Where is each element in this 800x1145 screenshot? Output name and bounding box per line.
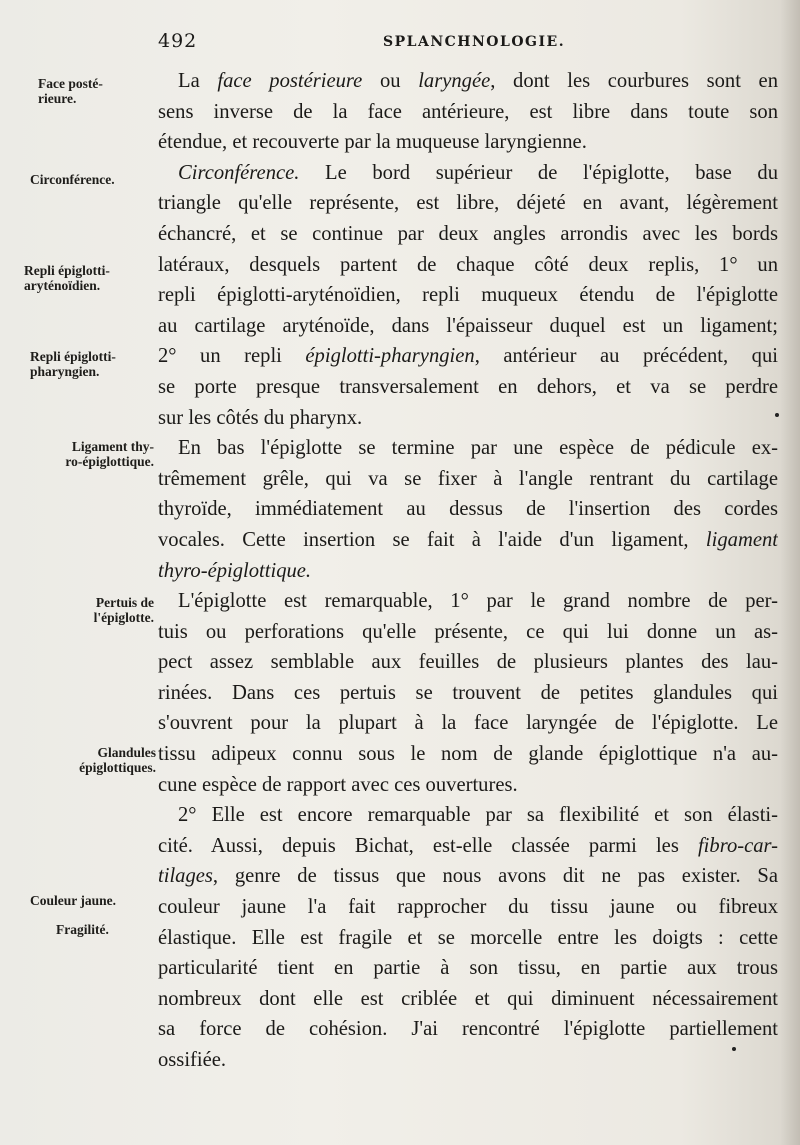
italic-segment: fibro-car-	[697, 834, 778, 857]
text-segment: tuis ou perforations qu'elle présente, ce qui lui donne un as-	[158, 620, 778, 643]
text-segment: s'ouvrent pour la plupart à la face laryngée de l'épiglotte. Le	[158, 712, 778, 735]
text-segment: pect assez semblable aux feuilles de plusieurs plantes des lau-	[158, 651, 778, 674]
margin-note-text: Ligament thy- ro-épiglottique.	[65, 439, 154, 469]
margin-note-pertuis	[24, 595, 154, 625]
paragraph	[158, 66, 778, 158]
text-line	[158, 97, 778, 128]
text-line	[158, 831, 778, 862]
text-segment: étendue, et recouverte par la muqueuse laryngienne.	[158, 131, 587, 154]
text-line	[158, 66, 778, 97]
text-segment: échancré, et se continue par deux angles arrondis avec les bords	[158, 222, 778, 245]
text-line	[158, 953, 778, 984]
text-segment: au cartilage aryténoïde, dans l'épaisseur duquel est un ligament;	[158, 314, 778, 337]
text-line	[158, 494, 778, 525]
text-segment: sur les côtés du pharynx.	[158, 406, 363, 429]
margin-note-text: Repli épiglotti- aryténoïdien.	[24, 263, 110, 293]
margin-note-glandules	[18, 745, 156, 775]
text-line	[158, 219, 778, 250]
italic-segment: ligament	[705, 528, 778, 551]
ink-speck	[775, 413, 779, 417]
italic-segment: épiglotti-pharyngien	[305, 345, 475, 368]
margin-note-text: Repli épiglotti- pharyngien.	[30, 349, 116, 379]
paragraph	[158, 433, 778, 586]
text-segment: triangle qu'elle représente, est libre, déjeté en avant, légèrement	[158, 192, 778, 215]
italic-segment: Circonférence.	[178, 161, 300, 184]
text-segment: repli épiglotti-aryténoïdien, repli muqueux étendu de l'épiglotte	[158, 284, 778, 307]
text-line	[158, 127, 778, 158]
text-line	[158, 403, 778, 434]
text-line	[158, 1045, 778, 1076]
margin-note-repli-pharyngien	[30, 349, 158, 379]
text-line	[158, 708, 778, 739]
text-segment: , dont les courbures sont en	[490, 70, 778, 92]
paragraph	[158, 158, 778, 433]
text-line	[158, 158, 778, 189]
text-line	[158, 586, 778, 617]
text-line	[158, 556, 778, 587]
paragraph	[158, 586, 778, 800]
margin-note-face-posterieure	[26, 76, 154, 106]
text-line	[158, 280, 778, 311]
text-line	[158, 800, 778, 831]
text-segment: cune espèce de rapport avec ces ouvertures.	[158, 773, 518, 796]
text-line	[158, 647, 778, 678]
text-segment: rinées. Dans ces pertuis se trouvent de petites glandules qui	[158, 681, 778, 704]
text-segment: ou	[362, 70, 419, 92]
text-segment: L'épiglotte est remarquable, 1° par le grand nombre de per-	[178, 590, 778, 613]
margin-note-couleur	[30, 893, 158, 908]
text-segment: Le bord supérieur de l'épiglotte, base du	[299, 161, 778, 184]
ink-speck	[732, 1047, 736, 1051]
text-line	[158, 678, 778, 709]
text-line	[158, 861, 778, 892]
text-segment: ossifiée.	[158, 1049, 227, 1071]
page-number: 492	[158, 30, 198, 52]
margin-note-ligament	[18, 439, 154, 469]
text-line	[158, 311, 778, 342]
margin-note-repli-aryteno	[24, 263, 152, 293]
text-segment: 2° Elle est encore remarquable par sa flexibilité et son élasti-	[178, 804, 778, 827]
italic-segment: thyro-épiglottique.	[158, 559, 312, 582]
text-line	[158, 770, 778, 801]
text-segment: thyroïde, immédiatement au dessus de l'insertion des cordes	[158, 498, 778, 521]
margin-note-text: Face posté- rieure.	[38, 76, 103, 106]
italic-segment: laryngée	[418, 70, 491, 92]
text-line	[158, 892, 778, 923]
margin-note-text: Pertuis de l'épiglotte.	[93, 595, 154, 625]
text-line	[158, 372, 778, 403]
margin-note-text: Couleur jaune.	[30, 893, 117, 908]
text-segment: , genre de tissus que nous avons dit ne pas exister. Sa	[212, 865, 778, 888]
italic-segment: face postérieure	[217, 70, 363, 92]
italic-segment: tilages	[158, 865, 213, 888]
text-segment: La	[178, 70, 218, 92]
margin-note-text: Glandules épiglottiques.	[79, 745, 156, 775]
text-segment: particularité tient en partie à son tissu, en partie aux trous	[158, 957, 778, 980]
text-line	[158, 1014, 778, 1045]
text-segment: sens inverse de la face antérieure, est libre dans toute son	[158, 100, 778, 123]
text-segment: cité. Aussi, depuis Bichat, est-elle classée parmi les	[158, 834, 698, 857]
text-segment: nombreux dont elle est criblée et qui diminuent nécessairement	[158, 987, 778, 1010]
margin-note-text: Circonférence.	[30, 172, 115, 187]
text-segment: sa force de cohésion. J'ai rencontré l'épiglotte partiellement	[158, 1018, 778, 1041]
text-segment: couleur jaune l'a fait rapprocher du tissu jaune ou fibreux	[158, 896, 778, 919]
page-gutter-shadow	[780, 0, 800, 1145]
text-segment: En bas l'épiglotte se termine par une espèce de pédicule ex-	[178, 437, 778, 460]
paragraph	[158, 800, 778, 1075]
text-line	[158, 188, 778, 219]
margin-note-text: Fragilité.	[56, 922, 109, 937]
running-title: SPLANCHNOLOGIE.	[383, 34, 566, 50]
text-line	[158, 984, 778, 1015]
text-line	[158, 341, 778, 372]
margin-note-circonference	[30, 172, 158, 187]
text-line	[158, 433, 778, 464]
text-segment: 2° un repli	[158, 345, 306, 368]
page-header	[0, 28, 800, 58]
text-segment: , antérieur au précédent, qui	[474, 345, 778, 368]
text-segment: se porte presque transversalement en dehors, et va se perdre	[158, 375, 778, 398]
text-segment: tissu adipeux connu sous le nom de glande épiglottique n'a au-	[158, 743, 778, 766]
text-line	[158, 923, 778, 954]
text-line	[158, 617, 778, 648]
text-line	[158, 739, 778, 770]
text-line	[158, 250, 778, 281]
text-line	[158, 525, 778, 556]
text-segment: vocales. Cette insertion se fait à l'aide d'un ligament,	[158, 528, 706, 551]
text-segment: trêmement grêle, qui va se fixer à l'angle rentrant du cartilage	[158, 467, 778, 490]
text-line	[158, 464, 778, 495]
text-segment: latéraux, desquels partent de chaque côté deux replis, 1° un	[158, 253, 778, 276]
text-segment: élastique. Elle est fragile et se morcelle entre les doigts : cette	[158, 926, 778, 949]
body-text	[158, 66, 778, 1076]
